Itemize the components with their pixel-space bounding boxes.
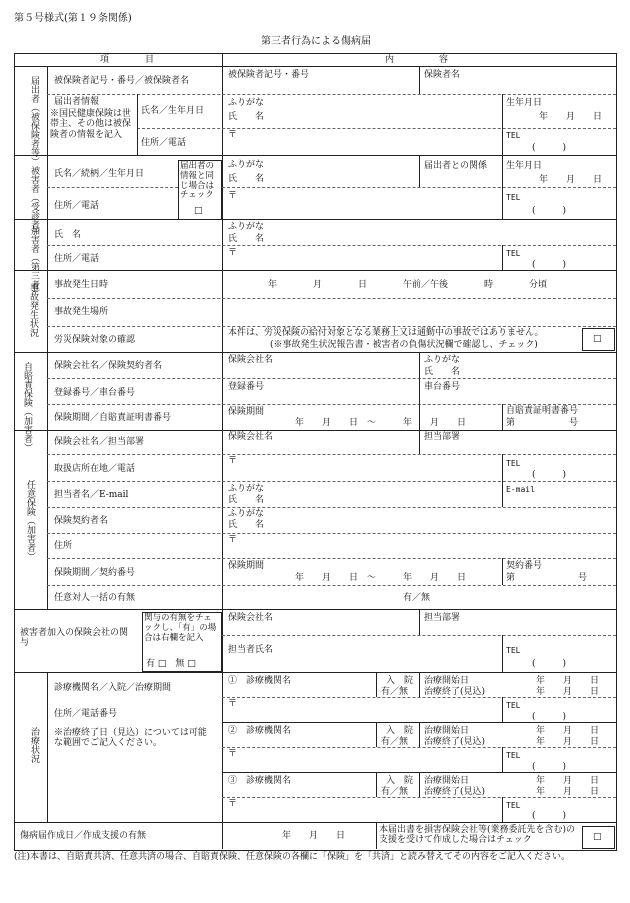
voluntary-contract-label: 契約番号 [506,561,543,571]
insured-number-field[interactable]: 被保険者記号・番号 [228,70,310,80]
voluntary-unlimited-field[interactable]: 有／無 [403,593,431,603]
facility-2-end-field[interactable]: 年 月 日 [536,737,600,747]
treatment-row-label1: 診療機関名／入院／治療期間 [54,683,172,693]
voluntary-company-label: 保険会社名／担当部署 [54,437,145,447]
workers-comp-check-glyph: □ [593,334,602,344]
facility-1-name-field[interactable]: ① 診療機関名 [228,676,292,686]
reporter-name-field[interactable]: 氏 名 [228,112,265,122]
voluntary-company-field[interactable]: 保険会社名 [228,432,274,442]
workers-comp-label: 労災保険対象の確認 [54,335,136,345]
workers-comp-note: (※事故発生状況報告書・被害者の負傷状況欄で確認し、チェック) [270,340,538,350]
victim-insurer-tel-label: TEL [506,646,521,655]
liability-holder-field[interactable]: 氏 名 [424,367,461,377]
facility-3-name-field[interactable]: ③ 診療機関名 [228,776,292,786]
same-as-reporter-checkbox[interactable]: □ [194,206,203,216]
facility-3-inpatient-field[interactable]: 有／無 [381,787,409,797]
accident-datetime-field[interactable]: 年 月 日 午前／午後 時 分頃 [268,280,548,290]
victim-relation-field[interactable]: 届出者との関係 [424,161,488,171]
liability-period-field[interactable]: 年 月 日 〜 年 月 日 [295,418,467,428]
facility-2-name-field[interactable]: ② 診療機関名 [228,726,292,736]
offender-name-label: 氏 名 [54,230,82,240]
header-item: 項 目 [100,55,155,65]
voluntary-dept-field[interactable]: 担当部署 [424,432,461,442]
liability-period-field-label: 保険期間 [228,407,265,417]
liability-period-label: 保険期間／自賠責証明書番号 [54,413,172,423]
victim-insurer-company-field[interactable]: 保険会社名 [228,613,274,623]
section-accident-title: 事故発生状況 [28,283,38,337]
reporter-address-label: 住所／電話 [141,138,187,148]
victim-furigana: ふりがな [228,160,265,170]
facility-2-start-field[interactable]: 年 月 日 [536,726,600,736]
offender-address-label: 住所／電話 [54,254,100,264]
voluntary-period-label: 保険期間／契約番号 [54,568,136,578]
creation-date-field[interactable]: 年 月 日 [282,831,346,841]
facility-1-tel-label: TEL [506,701,521,710]
facility-3-start-field[interactable]: 年 月 日 [536,776,600,786]
reporter-name-birth-label: 氏名／生年月日 [141,106,205,116]
voluntary-period-field[interactable]: 年 月 日 〜 年 月 日 [295,573,467,583]
voluntary-period-field-label: 保険期間 [228,561,265,571]
liability-reg-field[interactable]: 登録番号 [228,382,265,392]
victim-birth-field[interactable]: 年 月 日 [539,175,603,185]
liability-holder-furigana: ふりがな [424,355,461,365]
offender-tel-field[interactable]: ( ) [532,260,567,270]
reporter-tel-label: TEL [506,131,521,140]
victim-insurer-note: 関与の有無をチェックし、「有」の場合は右欄を記入 [144,613,217,643]
voluntary-branch-postal[interactable]: 〒 [228,456,238,466]
liability-reg-label: 登録番号／車台番号 [54,388,136,398]
facility-2-start-label: 治療開始日 [424,726,470,736]
facility-2-end-label: 治療終了(見込) [424,737,486,747]
victim-name-field[interactable]: 氏 名 [228,174,265,184]
treatment-row-label2: 住所／電話番号 [54,709,118,719]
section-victim-title: 被害者（受診者） [29,166,39,238]
voluntary-person-field[interactable]: 氏 名 [228,495,265,505]
voluntary-person-furigana: ふりがな [228,484,265,494]
facility-1-inpatient-field[interactable]: 有／無 [381,687,409,697]
voluntary-branch-tel-field[interactable]: ( ) [532,470,567,480]
victim-insurer-tel-field[interactable]: ( ) [532,659,567,669]
voluntary-holder-field[interactable]: 氏 名 [228,520,265,530]
facility-3-end-field[interactable]: 年 月 日 [536,787,600,797]
form-title: 第三者行為による傷病届 [261,36,371,47]
voluntary-holder-label: 保険契約者名 [54,516,109,526]
liability-cert-field[interactable]: 第 号 [506,418,579,428]
facility-2-inpatient-field[interactable]: 有／無 [381,737,409,747]
reporter-furigana: ふりがな [228,98,265,108]
voluntary-person-label: 担当者名／E-mail [54,490,129,500]
creation-support-text: 本届出書を損害保険会社等(業務委託先を含む)の支援を受けて作成した場合はチェック [379,825,576,846]
facility-3-inpatient-label: 入 院 [386,776,414,786]
voluntary-address-label: 住所 [54,541,73,551]
victim-insurer-dept-field[interactable]: 担当部署 [424,613,461,623]
facility-1-postal[interactable]: 〒 [228,699,238,709]
section-insured-title: 届出者（被保険者等） [29,76,39,166]
liability-company-field[interactable]: 保険会社名 [228,355,274,365]
victim-tel-label: TEL [506,193,521,202]
offender-postal[interactable]: 〒 [228,248,238,258]
facility-1-start-field[interactable]: 年 月 日 [536,676,600,686]
voluntary-email-field[interactable]: E-mail [506,485,535,494]
voluntary-unlimited-label: 任意対人一括の有無 [54,593,136,603]
facility-2-inpatient-label: 入 院 [386,726,414,736]
facility-3-tel-label: TEL [506,801,521,810]
same-as-reporter-text: 届出者の情報と同じ場合はチェック [180,161,215,201]
footnote: (注)本書は、自賠責共済、任意共済の場合、自賠責保険、任意保険の各欄に「保険」を「共済」と読み替えてその内容をご記入ください。 [14,852,571,862]
reporter-birth-label: 生年月日 [506,98,543,108]
section-liability-title: 自賠責保険（加害者） [22,362,32,452]
victim-insurer-yesno[interactable]: 有 □ 無 □ [146,659,196,669]
voluntary-branch-label: 取扱店所在地／電話 [54,464,136,474]
treatment-row-label3: ※治療終了日（見込）については可能な範囲でご記入ください。 [54,728,207,749]
insured-row1-label: 被保険者記号・番号／被保険者名 [54,76,190,86]
voluntary-contract-field[interactable]: 第 号 [506,573,588,583]
accident-place-label: 事故発生場所 [54,307,109,317]
victim-birth-label: 生年月日 [506,161,543,171]
facility-1-tel-field[interactable]: ( ) [532,712,567,722]
facility-3-postal[interactable]: 〒 [228,799,238,809]
victim-tel-field[interactable]: ( ) [532,206,567,216]
creation-label: 傷病届作成日／作成支援の有無 [20,831,147,841]
victim-address-label: 住所／電話 [54,201,100,211]
section-treatment-title: 治療状況 [29,727,39,763]
victim-postal[interactable]: 〒 [228,191,238,201]
facility-1-inpatient-label: 入 院 [386,676,414,686]
workers-comp-text: 本件は、労災保険の給付対象となる業務上又は通勤中の事故ではありません。 [228,328,544,338]
facility-1-end-label: 治療終了(見込) [424,687,486,697]
offender-tel-label: TEL [506,249,521,258]
offender-furigana: ふりがな [228,222,265,232]
accident-datetime-label: 事故発生日時 [54,280,109,290]
section-voluntary-title: 任意保険（加害者） [25,480,35,561]
voluntary-address-postal[interactable]: 〒 [228,535,238,545]
reporter-postal[interactable]: 〒 [228,130,238,140]
facility-3-end-label: 治療終了(見込) [424,787,486,797]
facility-2-tel-label: TEL [506,751,521,760]
facility-1-end-field[interactable]: 年 月 日 [536,687,600,697]
section-offender-title: 加害者（第三者） [29,226,39,298]
header-content: 内 容 [385,55,449,65]
reporter-birth-field[interactable]: 年 月 日 [539,112,603,122]
victim-name-label: 氏名／続柄／生年月日 [54,169,145,179]
facility-3-tel-field[interactable]: ( ) [532,811,567,821]
offender-name-field[interactable]: 氏 名 [228,234,265,244]
reporter-tel-field[interactable]: ( ) [532,143,567,153]
creation-support-check-glyph: □ [593,832,602,842]
victim-insurer-title: 被害者加入の保険会社の関与 [20,628,129,649]
facility-1-start-label: 治療開始日 [424,676,470,686]
victim-insurer-person-field[interactable]: 担当者氏名 [228,645,274,655]
liability-chassis-field[interactable]: 車台番号 [424,382,461,392]
reporter-info-label: 届出者情報 [54,97,100,107]
form-number: 第５号様式(第１９条関係) [14,13,132,24]
voluntary-holder-furigana: ふりがな [228,509,265,519]
liability-cert-label: 自賠責証明書番号 [506,406,579,416]
facility-2-tel-field[interactable]: ( ) [532,762,567,772]
insurer-name-field[interactable]: 保険者名 [424,70,461,80]
facility-2-postal[interactable]: 〒 [228,749,238,759]
voluntary-branch-tel-label: TEL [506,459,521,468]
facility-3-start-label: 治療開始日 [424,776,470,786]
liability-company-label: 保険会社名／保険契約者名 [54,361,163,371]
reporter-note: ※国民健康保険は世帯主、その他は被保険者の情報を記入 [50,109,132,140]
